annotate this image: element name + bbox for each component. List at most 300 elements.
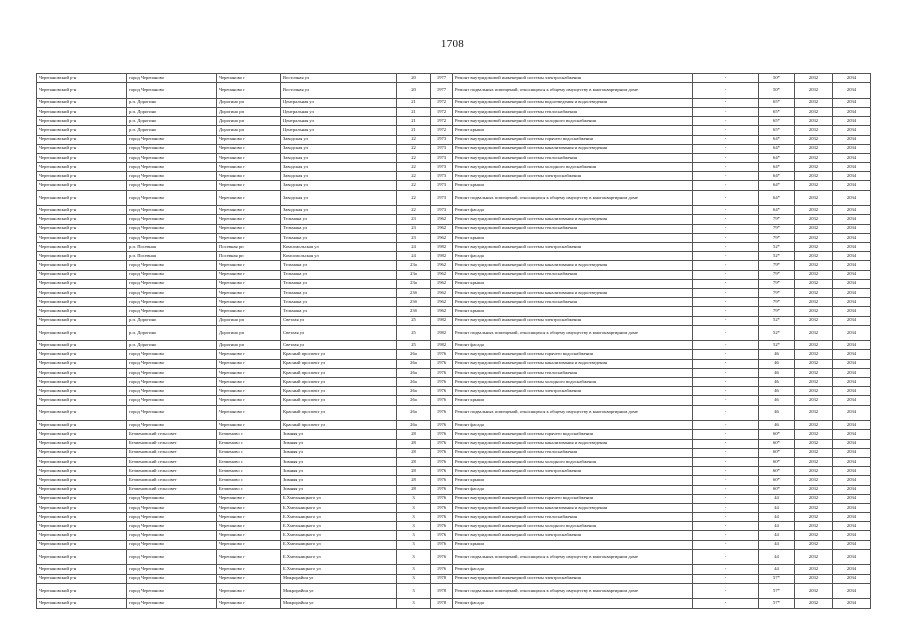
wear-cell: 60*	[759, 476, 795, 485]
build-year-cell: 1972	[431, 117, 453, 126]
year-to-cell: 2034	[833, 252, 871, 261]
district-cell: Черепановский р-н	[37, 599, 127, 608]
house-number-cell: 23б	[397, 288, 431, 297]
wear-cell: 46	[759, 421, 795, 430]
settlement-cell: р.п. Дорогино	[127, 126, 217, 135]
table-row	[37, 135, 871, 144]
dash-cell: -	[693, 325, 759, 341]
wear-cell: 64*	[759, 163, 795, 172]
work-type-cell: Ремонт внутридомовой инженерной системы холодного водоснабжения	[453, 457, 693, 466]
house-number-cell: 22	[397, 153, 431, 162]
street-cell: Б.Хмельницкого ул	[281, 565, 397, 574]
house-number-cell: 21	[397, 126, 431, 135]
work-type-cell: Ремонт внутридомовой инженерной системы канализования и водоотведения	[453, 503, 693, 512]
build-year-cell: 1976	[431, 421, 453, 430]
year-to-cell: 2034	[833, 531, 871, 540]
dash-cell: -	[693, 74, 759, 83]
settlement-cell: р.п. Дорогино	[127, 107, 217, 116]
house-number-cell: 26а	[397, 350, 431, 359]
work-type-cell: Ремонт внутридомовой инженерной системы горячего водоснабжения	[453, 350, 693, 359]
year-to-cell: 2034	[833, 74, 871, 83]
settlement-cell: город Черепаново	[127, 378, 217, 387]
house-number-cell: 3	[397, 513, 431, 522]
settlement-cell: город Черепаново	[127, 494, 217, 503]
dash-cell: -	[693, 378, 759, 387]
work-type-cell: Ремонт крыши	[453, 396, 693, 405]
locality-cell: Дорогино рп	[217, 117, 281, 126]
dash-cell: -	[693, 350, 759, 359]
street-cell: Заводская ул	[281, 206, 397, 215]
year-to-cell: 2034	[833, 457, 871, 466]
build-year-cell: 1976	[431, 485, 453, 494]
district-cell: Черепановский р-н	[37, 190, 127, 206]
district-cell: Черепановский р-н	[37, 396, 127, 405]
house-number-cell: 28	[397, 430, 431, 439]
year-from-cell: 2032	[795, 368, 833, 377]
settlement-cell: город Черепаново	[127, 599, 217, 608]
work-type-cell: Ремонт крыши	[453, 181, 693, 190]
dash-cell: -	[693, 531, 759, 540]
street-cell: Красный проспект ул	[281, 405, 397, 421]
street-cell: Заводская ул	[281, 153, 397, 162]
wear-cell: 60*	[759, 430, 795, 439]
wear-cell: 46	[759, 359, 795, 368]
table-row	[37, 181, 871, 190]
street-cell: Микрорайон ул	[281, 583, 397, 599]
work-type-cell: Ремонт крыши	[453, 307, 693, 316]
build-year-cell: 1962	[431, 279, 453, 288]
year-from-cell: 2032	[795, 288, 833, 297]
settlement-cell: город Черепаново	[127, 181, 217, 190]
locality-cell: Безменово с	[217, 448, 281, 457]
work-type-cell: Ремонт внутридомовой инженерной системы электроснабжения	[453, 531, 693, 540]
year-to-cell: 2034	[833, 224, 871, 233]
year-to-cell: 2034	[833, 181, 871, 190]
settlement-cell: город Черепаново	[127, 540, 217, 549]
table-row	[37, 540, 871, 549]
build-year-cell: 1976	[431, 457, 453, 466]
year-from-cell: 2032	[795, 190, 833, 206]
work-type-cell: Ремонт внутридомовой инженерной системы теплоснабжения	[453, 153, 693, 162]
dash-cell: -	[693, 485, 759, 494]
district-cell: Черепановский р-н	[37, 574, 127, 583]
year-from-cell: 2032	[795, 350, 833, 359]
work-type-cell: Ремонт крыши	[453, 126, 693, 135]
wear-cell: 50*	[759, 74, 795, 83]
year-to-cell: 2034	[833, 574, 871, 583]
year-from-cell: 2032	[795, 153, 833, 162]
settlement-cell: город Черепаново	[127, 144, 217, 153]
year-from-cell: 2032	[795, 485, 833, 494]
build-year-cell: 1962	[431, 288, 453, 297]
work-type-cell: Ремонт внутридомовой инженерной системы холодного водоснабжения	[453, 163, 693, 172]
settlement-cell: город Черепаново	[127, 549, 217, 565]
year-from-cell: 2032	[795, 172, 833, 181]
year-to-cell: 2034	[833, 513, 871, 522]
street-cell: Б.Хмельницкого ул	[281, 540, 397, 549]
house-number-cell: 20	[397, 74, 431, 83]
locality-cell: Черепаново г	[217, 279, 281, 288]
dash-cell: -	[693, 522, 759, 531]
street-cell: Тельмана ул	[281, 298, 397, 307]
build-year-cell: 1976	[431, 503, 453, 512]
build-year-cell: 1973	[431, 163, 453, 172]
street-cell: Б.Хмельницкого ул	[281, 494, 397, 503]
work-type-cell: Ремонт внутридомовой инженерной системы горячего водоснабжения	[453, 494, 693, 503]
work-type-cell: Ремонт внутридомовой инженерной системы теплоснабжения	[453, 107, 693, 116]
street-cell: Заводская ул	[281, 172, 397, 181]
street-cell: Центральная ул	[281, 126, 397, 135]
year-to-cell: 2034	[833, 350, 871, 359]
dash-cell: -	[693, 181, 759, 190]
house-number-cell: 26а	[397, 405, 431, 421]
wear-cell: 52*	[759, 243, 795, 252]
settlement-cell: город Черепаново	[127, 350, 217, 359]
locality-cell: Черепаново г	[217, 350, 281, 359]
table-row	[37, 172, 871, 181]
house-number-cell: 21	[397, 107, 431, 116]
year-to-cell: 2034	[833, 153, 871, 162]
house-number-cell: 3	[397, 503, 431, 512]
district-cell: Черепановский р-н	[37, 448, 127, 457]
street-cell: Заводская ул	[281, 135, 397, 144]
wear-cell: 44	[759, 503, 795, 512]
locality-cell: Посевная рп	[217, 252, 281, 261]
locality-cell: Дорогино рп	[217, 325, 281, 341]
year-from-cell: 2032	[795, 270, 833, 279]
dash-cell: -	[693, 359, 759, 368]
table-row	[37, 126, 871, 135]
build-year-cell: 1976	[431, 513, 453, 522]
house-number-cell: 28	[397, 457, 431, 466]
locality-cell: Черепаново г	[217, 513, 281, 522]
table-row	[37, 549, 871, 565]
district-cell: Черепановский р-н	[37, 430, 127, 439]
district-cell: Черепановский р-н	[37, 485, 127, 494]
settlement-cell: Безменовский сельсовет	[127, 439, 217, 448]
table-row	[37, 83, 871, 99]
table-row	[37, 430, 871, 439]
locality-cell: Черепаново г	[217, 359, 281, 368]
work-type-cell: Ремонт подвальных помещений, относящихся к общему имуществу в многоквартирном доме	[453, 325, 693, 341]
house-number-cell: 26а	[397, 368, 431, 377]
district-cell: Черепановский р-н	[37, 522, 127, 531]
dash-cell: -	[693, 83, 759, 99]
dash-cell: -	[693, 341, 759, 350]
work-type-cell: Ремонт внутридомовой инженерной системы электроснабжения	[453, 574, 693, 583]
street-cell: Б.Хмельницкого ул	[281, 549, 397, 565]
wear-cell: 64*	[759, 206, 795, 215]
settlement-cell: город Черепаново	[127, 522, 217, 531]
locality-cell: Черепаново г	[217, 368, 281, 377]
year-from-cell: 2032	[795, 83, 833, 99]
locality-cell: Черепаново г	[217, 206, 281, 215]
district-cell: Черепановский р-н	[37, 565, 127, 574]
street-cell: Зимняя ул	[281, 439, 397, 448]
year-from-cell: 2032	[795, 583, 833, 599]
locality-cell: Черепаново г	[217, 215, 281, 224]
district-cell: Черепановский р-н	[37, 359, 127, 368]
house-number-cell: 28	[397, 439, 431, 448]
district-cell: Черепановский р-н	[37, 540, 127, 549]
wear-cell: 79*	[759, 261, 795, 270]
district-cell: Черепановский р-н	[37, 224, 127, 233]
street-cell: Заводская ул	[281, 144, 397, 153]
house-number-cell: 23	[397, 224, 431, 233]
district-cell: Черепановский р-н	[37, 298, 127, 307]
dash-cell: -	[693, 270, 759, 279]
district-cell: Черепановский р-н	[37, 325, 127, 341]
build-year-cell: 1976	[431, 522, 453, 531]
wear-cell: 44	[759, 565, 795, 574]
table-row	[37, 252, 871, 261]
year-from-cell: 2032	[795, 494, 833, 503]
build-year-cell: 1976	[431, 448, 453, 457]
settlement-cell: город Черепаново	[127, 279, 217, 288]
wear-cell: 60*	[759, 467, 795, 476]
dash-cell: -	[693, 439, 759, 448]
settlement-cell: р.п. Посевная	[127, 252, 217, 261]
wear-cell: 46	[759, 350, 795, 359]
page-number: 1708	[440, 38, 465, 50]
settlement-cell: город Черепаново	[127, 153, 217, 162]
wear-cell: 79*	[759, 224, 795, 233]
wear-cell: 60*	[759, 448, 795, 457]
wear-cell: 79*	[759, 215, 795, 224]
settlement-cell: р.п. Дорогино	[127, 98, 217, 107]
year-from-cell: 2032	[795, 243, 833, 252]
house-number-cell: 25	[397, 341, 431, 350]
wear-cell: 46	[759, 396, 795, 405]
build-year-cell: 1982	[431, 316, 453, 325]
house-number-cell: 3	[397, 522, 431, 531]
year-to-cell: 2034	[833, 98, 871, 107]
locality-cell: Черепаново г	[217, 574, 281, 583]
dash-cell: -	[693, 279, 759, 288]
locality-cell: Дорогино рп	[217, 341, 281, 350]
dash-cell: -	[693, 172, 759, 181]
house-number-cell: 20	[397, 83, 431, 99]
street-cell: Комсомольская ул	[281, 252, 397, 261]
dash-cell: -	[693, 117, 759, 126]
table-row	[37, 190, 871, 206]
house-number-cell: 3	[397, 583, 431, 599]
table-row	[37, 341, 871, 350]
street-cell: Зимняя ул	[281, 457, 397, 466]
wear-cell: 60*	[759, 439, 795, 448]
settlement-cell: город Черепаново	[127, 405, 217, 421]
dash-cell: -	[693, 599, 759, 608]
table-row	[37, 153, 871, 162]
build-year-cell: 1972	[431, 107, 453, 116]
locality-cell: Черепаново г	[217, 494, 281, 503]
settlement-cell: р.п. Дорогино	[127, 117, 217, 126]
year-from-cell: 2032	[795, 599, 833, 608]
table-row	[37, 288, 871, 297]
year-to-cell: 2034	[833, 144, 871, 153]
settlement-cell: город Черепаново	[127, 261, 217, 270]
table-row	[37, 457, 871, 466]
year-to-cell: 2034	[833, 378, 871, 387]
settlement-cell: город Черепаново	[127, 224, 217, 233]
build-year-cell: 1972	[431, 126, 453, 135]
work-type-cell: Ремонт внутридомовой инженерной системы электроснабжения	[453, 316, 693, 325]
locality-cell: Черепаново г	[217, 378, 281, 387]
year-from-cell: 2032	[795, 341, 833, 350]
locality-cell: Черепаново г	[217, 549, 281, 565]
year-to-cell: 2034	[833, 307, 871, 316]
street-cell: Б.Хмельницкого ул	[281, 522, 397, 531]
year-to-cell: 2034	[833, 549, 871, 565]
year-to-cell: 2034	[833, 107, 871, 116]
build-year-cell: 1978	[431, 574, 453, 583]
year-to-cell: 2034	[833, 405, 871, 421]
year-from-cell: 2032	[795, 396, 833, 405]
locality-cell: Черепаново г	[217, 583, 281, 599]
year-to-cell: 2034	[833, 117, 871, 126]
year-from-cell: 2032	[795, 224, 833, 233]
year-to-cell: 2034	[833, 522, 871, 531]
settlement-cell: город Черепаново	[127, 368, 217, 377]
locality-cell: Безменово с	[217, 467, 281, 476]
table-row	[37, 439, 871, 448]
work-type-cell: Ремонт подвальных помещений, относящихся к общему имуществу в многоквартирном доме	[453, 549, 693, 565]
locality-cell: Черепаново г	[217, 396, 281, 405]
locality-cell: Черепаново г	[217, 387, 281, 396]
wear-cell: 79*	[759, 298, 795, 307]
table-row	[37, 279, 871, 288]
street-cell: Заводская ул	[281, 190, 397, 206]
work-type-cell: Ремонт внутридомовой инженерной системы канализования и водоотведения	[453, 261, 693, 270]
wear-cell: 44	[759, 513, 795, 522]
year-from-cell: 2032	[795, 574, 833, 583]
house-number-cell: 23	[397, 215, 431, 224]
wear-cell: 46	[759, 368, 795, 377]
dash-cell: -	[693, 135, 759, 144]
settlement-cell: город Черепаново	[127, 574, 217, 583]
house-number-cell: 3	[397, 565, 431, 574]
build-year-cell: 1973	[431, 153, 453, 162]
wear-cell: 44	[759, 522, 795, 531]
settlement-cell: р.п. Дорогино	[127, 316, 217, 325]
build-year-cell: 1976	[431, 368, 453, 377]
dash-cell: -	[693, 233, 759, 242]
dash-cell: -	[693, 215, 759, 224]
street-cell: Микрорайон ул	[281, 574, 397, 583]
locality-cell: Черепаново г	[217, 190, 281, 206]
locality-cell: Черепаново г	[217, 565, 281, 574]
table-row	[37, 117, 871, 126]
build-year-cell: 1972	[431, 98, 453, 107]
district-cell: Черепановский р-н	[37, 476, 127, 485]
house-number-cell: 23	[397, 233, 431, 242]
year-from-cell: 2032	[795, 117, 833, 126]
year-from-cell: 2032	[795, 503, 833, 512]
wear-cell: 46	[759, 405, 795, 421]
locality-cell: Черепаново г	[217, 135, 281, 144]
house-number-cell: 23а	[397, 279, 431, 288]
settlement-cell: город Черепаново	[127, 215, 217, 224]
house-number-cell: 23а	[397, 261, 431, 270]
district-cell: Черепановский р-н	[37, 341, 127, 350]
dash-cell: -	[693, 144, 759, 153]
year-to-cell: 2034	[833, 261, 871, 270]
year-from-cell: 2032	[795, 565, 833, 574]
settlement-cell: город Черепаново	[127, 74, 217, 83]
district-cell: Черепановский р-н	[37, 405, 127, 421]
dash-cell: -	[693, 126, 759, 135]
settlement-cell: город Черепаново	[127, 583, 217, 599]
district-cell: Черепановский р-н	[37, 270, 127, 279]
build-year-cell: 1982	[431, 325, 453, 341]
street-cell: Комсомольская ул	[281, 243, 397, 252]
build-year-cell: 1973	[431, 190, 453, 206]
year-to-cell: 2034	[833, 476, 871, 485]
build-year-cell: 1962	[431, 307, 453, 316]
house-number-cell: 26а	[397, 421, 431, 430]
settlement-cell: город Черепаново	[127, 387, 217, 396]
dash-cell: -	[693, 583, 759, 599]
table-row	[37, 359, 871, 368]
work-type-cell: Ремонт фасада	[453, 421, 693, 430]
street-cell: Восточная ул	[281, 74, 397, 83]
table-row	[37, 74, 871, 83]
street-cell: Зимняя ул	[281, 430, 397, 439]
year-from-cell: 2032	[795, 135, 833, 144]
table-row	[37, 583, 871, 599]
table-row	[37, 387, 871, 396]
house-number-cell: 26а	[397, 387, 431, 396]
table-row	[37, 107, 871, 116]
table-row	[37, 405, 871, 421]
work-type-cell: Ремонт внутридомовой инженерной системы канализования и водоотведения	[453, 288, 693, 297]
district-cell: Черепановский р-н	[37, 98, 127, 107]
dash-cell: -	[693, 298, 759, 307]
settlement-cell: город Черепаново	[127, 83, 217, 99]
work-type-cell: Ремонт внутридомовой инженерной системы канализования и водоотведения	[453, 144, 693, 153]
work-type-cell: Ремонт фасада	[453, 252, 693, 261]
work-type-cell: Ремонт внутридомовой инженерной системы горячего водоснабжения	[453, 135, 693, 144]
wear-cell: 44	[759, 540, 795, 549]
district-cell: Черепановский р-н	[37, 144, 127, 153]
year-from-cell: 2032	[795, 549, 833, 565]
year-to-cell: 2034	[833, 270, 871, 279]
table-row	[37, 421, 871, 430]
work-type-cell: Ремонт внутридомовой инженерной системы водоотведения и водоотведения	[453, 98, 693, 107]
wear-cell: 65*	[759, 98, 795, 107]
settlement-cell: Безменовский сельсовет	[127, 457, 217, 466]
locality-cell: Черепаново г	[217, 270, 281, 279]
locality-cell: Черепаново г	[217, 74, 281, 83]
year-to-cell: 2034	[833, 396, 871, 405]
year-from-cell: 2032	[795, 252, 833, 261]
wear-cell: 44	[759, 549, 795, 565]
table-row	[37, 448, 871, 457]
wear-cell: 64*	[759, 144, 795, 153]
year-to-cell: 2034	[833, 387, 871, 396]
table-row	[37, 599, 871, 608]
street-cell: Красный проспект ул	[281, 359, 397, 368]
year-to-cell: 2034	[833, 359, 871, 368]
work-type-cell: Ремонт подвальных помещений, относящихся к общему имуществу в многоквартирном доме	[453, 190, 693, 206]
year-from-cell: 2032	[795, 325, 833, 341]
work-type-cell: Ремонт фасада	[453, 341, 693, 350]
year-from-cell: 2032	[795, 405, 833, 421]
build-year-cell: 1982	[431, 341, 453, 350]
build-year-cell: 1976	[431, 540, 453, 549]
house-number-cell: 22	[397, 190, 431, 206]
work-type-cell: Ремонт внутридомовой инженерной системы теплоснабжения	[453, 368, 693, 377]
